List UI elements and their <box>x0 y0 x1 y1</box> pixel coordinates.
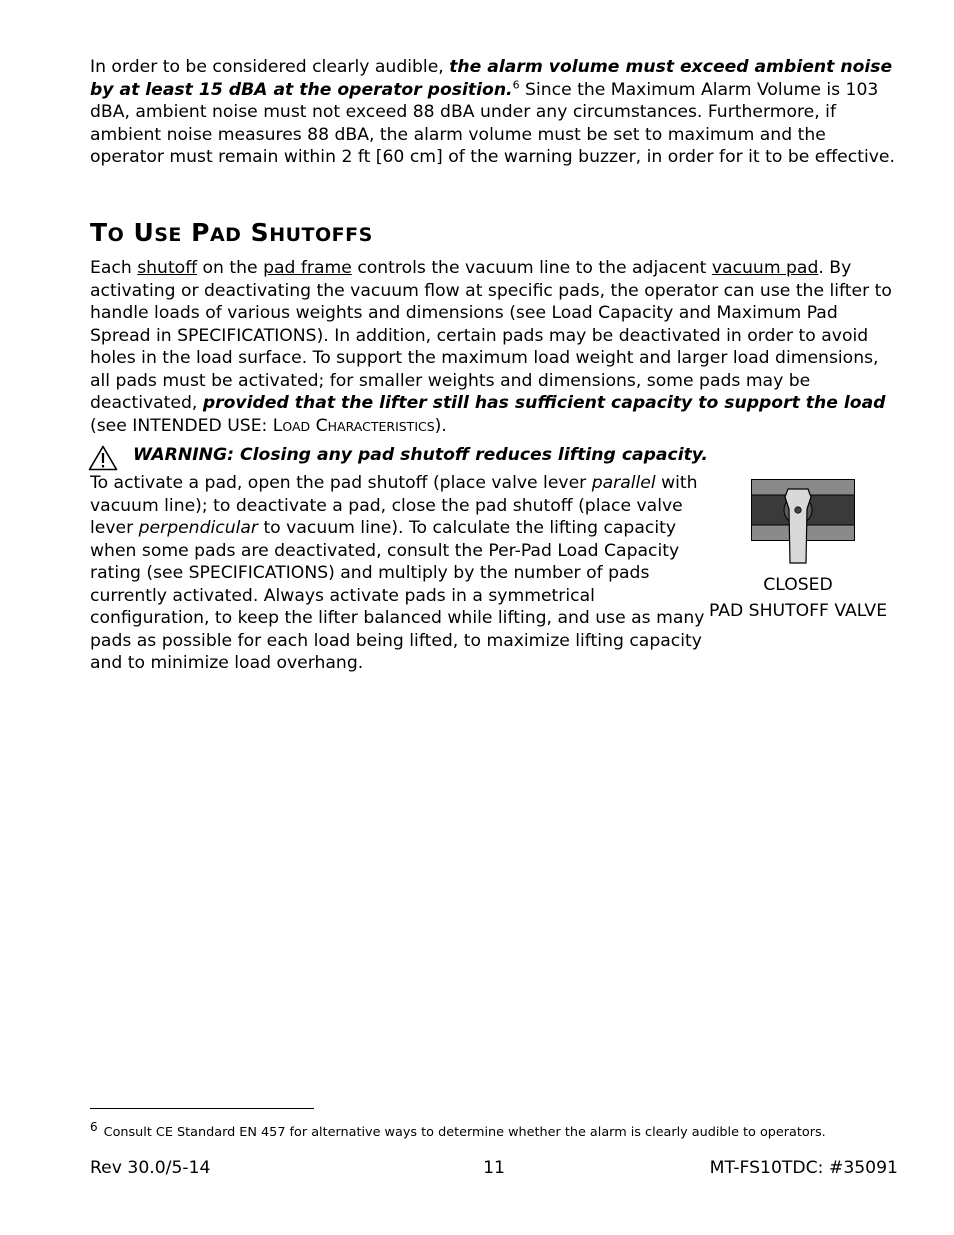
text-run: on the <box>197 258 264 278</box>
underlined-term: shutoff <box>137 258 198 278</box>
page-number: 11 <box>483 1158 505 1178</box>
alarm-paragraph-text <box>90 56 898 169</box>
activate-paragraph-text <box>90 472 715 675</box>
emphasis-text: provided that the lifter still has sufficient capacity to support the load <box>202 393 886 413</box>
shutoffs-paragraph <box>90 257 898 438</box>
valve-caption-title: PAD SHUTOFF VALVE <box>708 601 888 621</box>
smallcaps-text: OAD <box>282 418 311 434</box>
heading-smallcaps: SE <box>154 224 182 246</box>
footnote-reference: 6 <box>512 77 520 91</box>
warning-triangle-icon <box>88 445 118 471</box>
heading-smallcaps: HUTOFFS <box>269 224 373 246</box>
activate-pad-paragraph <box>90 472 715 675</box>
text-run: To activate a pad, open the pad shutoff (place valve lever <box>90 473 592 493</box>
text-run: C <box>310 415 328 436</box>
heading-letter: T <box>90 218 108 247</box>
alarm-text-2: Since the Maximum Alarm Volume is 103 dBA, ambient noise must not exceed 88 dBA under any circumstances. Furthermore, if ambient noise measures 88 dBA, the alarm volume must be set to maximum and the operator must remain within 2 ft [60 cm] of the warning buzzer, in order for it to be effective. <box>90 79 895 167</box>
underlined-term: vacuum pad <box>711 258 819 278</box>
heading-letter: U <box>133 218 155 247</box>
alarm-audibility-paragraph <box>90 56 898 169</box>
text-run: (see INTENDED USE: L <box>90 415 283 436</box>
heading-smallcaps: O <box>107 224 125 246</box>
warning-text: WARNING: Closing any pad shutoff reduces lifting capacity. <box>133 445 708 465</box>
italic-term: perpendicular <box>138 518 258 538</box>
alarm-emphasis: the alarm volume must exceed ambient noise by at least 15 dBA at the operator position. <box>90 57 893 100</box>
heading-letter: P <box>191 218 210 247</box>
section-heading-pad-shutoffs <box>90 216 373 252</box>
closed-valve-illustration <box>751 479 855 567</box>
italic-term: parallel <box>591 473 656 493</box>
text-run: Each <box>90 258 138 278</box>
alarm-text-1: In order to be considered clearly audible, <box>90 57 450 77</box>
smallcaps-text: HARACTERISTICS <box>327 418 435 434</box>
valve-caption-state: CLOSED <box>763 575 833 595</box>
footnote <box>90 1119 898 1142</box>
text-run: ). <box>434 415 447 436</box>
page-footer <box>90 1157 898 1181</box>
footnote-divider <box>90 1108 314 1109</box>
text-run: with vacuum line); to deactivate a pad, close the pad shutoff (place valve lever <box>90 473 698 538</box>
text-run: . By activating or deactivating the vacuum flow at specific pads, the operator can use the lifter to handle loads of various weights and dimensions (see Load Capacity and Maximum Pad Spread in SPECIFICATIONS). In addition, certain pads may be deactivated in order to avoid holes in the load surface. To support the maximum load weight and larger load dimensions, all pads must be activated; for smaller weights and dimensions, some pads may be deactivated, <box>90 258 892 413</box>
footer-revision: Rev 30.0/5-14 <box>90 1158 211 1178</box>
footnote-text: Consult CE Standard EN 457 for alternative ways to determine whether the alarm is clearly audible to operators. <box>103 1125 826 1140</box>
shutoffs-paragraph-text <box>90 257 898 438</box>
footer-document-id: MT-FS10TDC: #35091 <box>709 1158 898 1178</box>
heading-letter: S <box>250 218 270 247</box>
heading-smallcaps: AD <box>209 224 242 246</box>
text-run: to vacuum line). To calculate the lifting capacity when some pads are deactivated, consult the Per-Pad Load Capacity rating (see SPECIFICATIONS) and multiply by the number of pads currently activated. Always activate pads in a symmetrical configuration, to keep the lifter balanced while lifting, and use as many pads as possible for each load being lifted, to maximize lifting capacity and to minimize load overhang. <box>90 518 705 673</box>
warning-callout <box>88 443 828 471</box>
footnote-number: 6 <box>90 1119 98 1134</box>
underlined-term: pad frame <box>263 258 352 278</box>
text-run: controls the vacuum line to the adjacent <box>351 258 712 278</box>
